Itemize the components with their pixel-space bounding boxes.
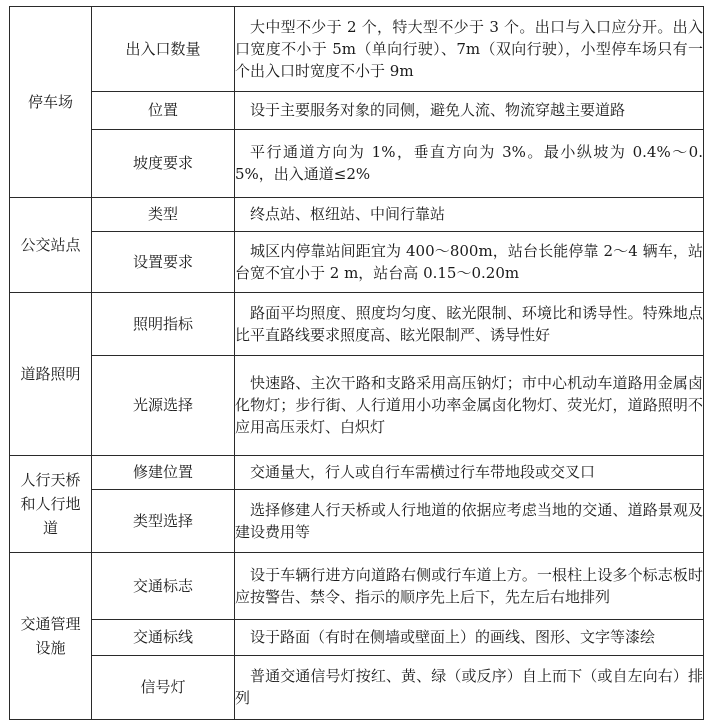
description-cell: 大中型不少于 2 个，特大型不少于 3 个。出口与入口应分开。出入口宽度不小于 5m（单向行驶）、7m（双向行驶），小型停车场只有一个出入口时宽度不小于 9m	[235, 7, 704, 92]
category-label: 人行天桥和人行地道	[20, 470, 81, 537]
category-cell	[10, 7, 92, 198]
category-label: 交通管理设施	[20, 614, 81, 657]
item-cell: 交通标线	[92, 619, 235, 655]
item-cell: 光源选择	[92, 355, 235, 455]
description-cell: 快速路、主次干路和支路采用高压钠灯；市中心机动车道路用金属卤化物灯；步行街、人行道用小功率金属卤化物灯、荧光灯，道路照明不应用高压汞灯、白炽灯	[235, 355, 704, 455]
table-row	[10, 91, 704, 129]
category-cell	[10, 455, 92, 552]
description-cell: 交通量大，行人或自行车需横过行车带地段或交叉口	[235, 455, 704, 489]
table-row	[10, 355, 704, 455]
item-cell: 照明指标	[92, 292, 235, 355]
category-cell	[10, 552, 92, 719]
table-row	[10, 619, 704, 655]
description-cell: 设于路面（有时在侧墙或壁面上）的画线、图形、文字等漆绘	[235, 619, 704, 655]
item-cell: 信号灯	[92, 655, 235, 719]
item-cell: 修建位置	[92, 455, 235, 489]
item-cell: 类型选择	[92, 489, 235, 552]
table-row	[10, 655, 704, 719]
category-cell	[10, 292, 92, 455]
description-cell: 终点站、枢纽站、中间行靠站	[235, 197, 704, 231]
description-cell: 路面平均照度、照度均匀度、眩光限制、环境比和诱导性。特殊地点比平直路线要求照度高、眩光限制严、诱导性好	[235, 292, 704, 355]
item-cell: 类型	[92, 197, 235, 231]
item-cell: 出入口数量	[92, 7, 235, 92]
table-row	[10, 197, 704, 231]
item-cell: 交通标志	[92, 552, 235, 619]
item-cell: 设置要求	[92, 231, 235, 292]
table-row	[10, 552, 704, 619]
description-cell: 普通交通信号灯按红、黄、绿（或反序）自上而下（或自左向右）排列	[235, 655, 704, 719]
item-cell: 位置	[92, 91, 235, 129]
table-row	[10, 231, 704, 292]
facilities-table	[9, 6, 704, 720]
table-row	[10, 455, 704, 489]
table-row	[10, 7, 704, 92]
description-cell: 设于主要服务对象的同侧，避免人流、物流穿越主要道路	[235, 91, 704, 129]
category-label: 停车场	[27, 92, 73, 111]
table-row	[10, 129, 704, 197]
category-label: 道路照明	[20, 364, 81, 383]
table-row	[10, 292, 704, 355]
description-cell: 选择修建人行天桥或人行地道的依据应考虑当地的交通、道路景观及建设费用等	[235, 489, 704, 552]
description-cell: 城区内停靠站间距宜为 400～800m，站台长能停靠 2～4 辆车，站台宽不宜小于 2 m，站台高 0.15～0.20m	[235, 231, 704, 292]
item-cell: 坡度要求	[92, 129, 235, 197]
description-cell: 平行通道方向为 1%，垂直方向为 3%。最小纵坡为 0.4%～0.5%，出入通道≤2%	[235, 129, 704, 197]
category-cell	[10, 197, 92, 292]
category-label: 公交站点	[20, 235, 81, 254]
description-cell: 设于车辆行进方向道路右侧或行车道上方。一根柱上设多个标志板时应按警告、禁令、指示的顺序先上后下，先左后右地排列	[235, 552, 704, 619]
table-row	[10, 489, 704, 552]
